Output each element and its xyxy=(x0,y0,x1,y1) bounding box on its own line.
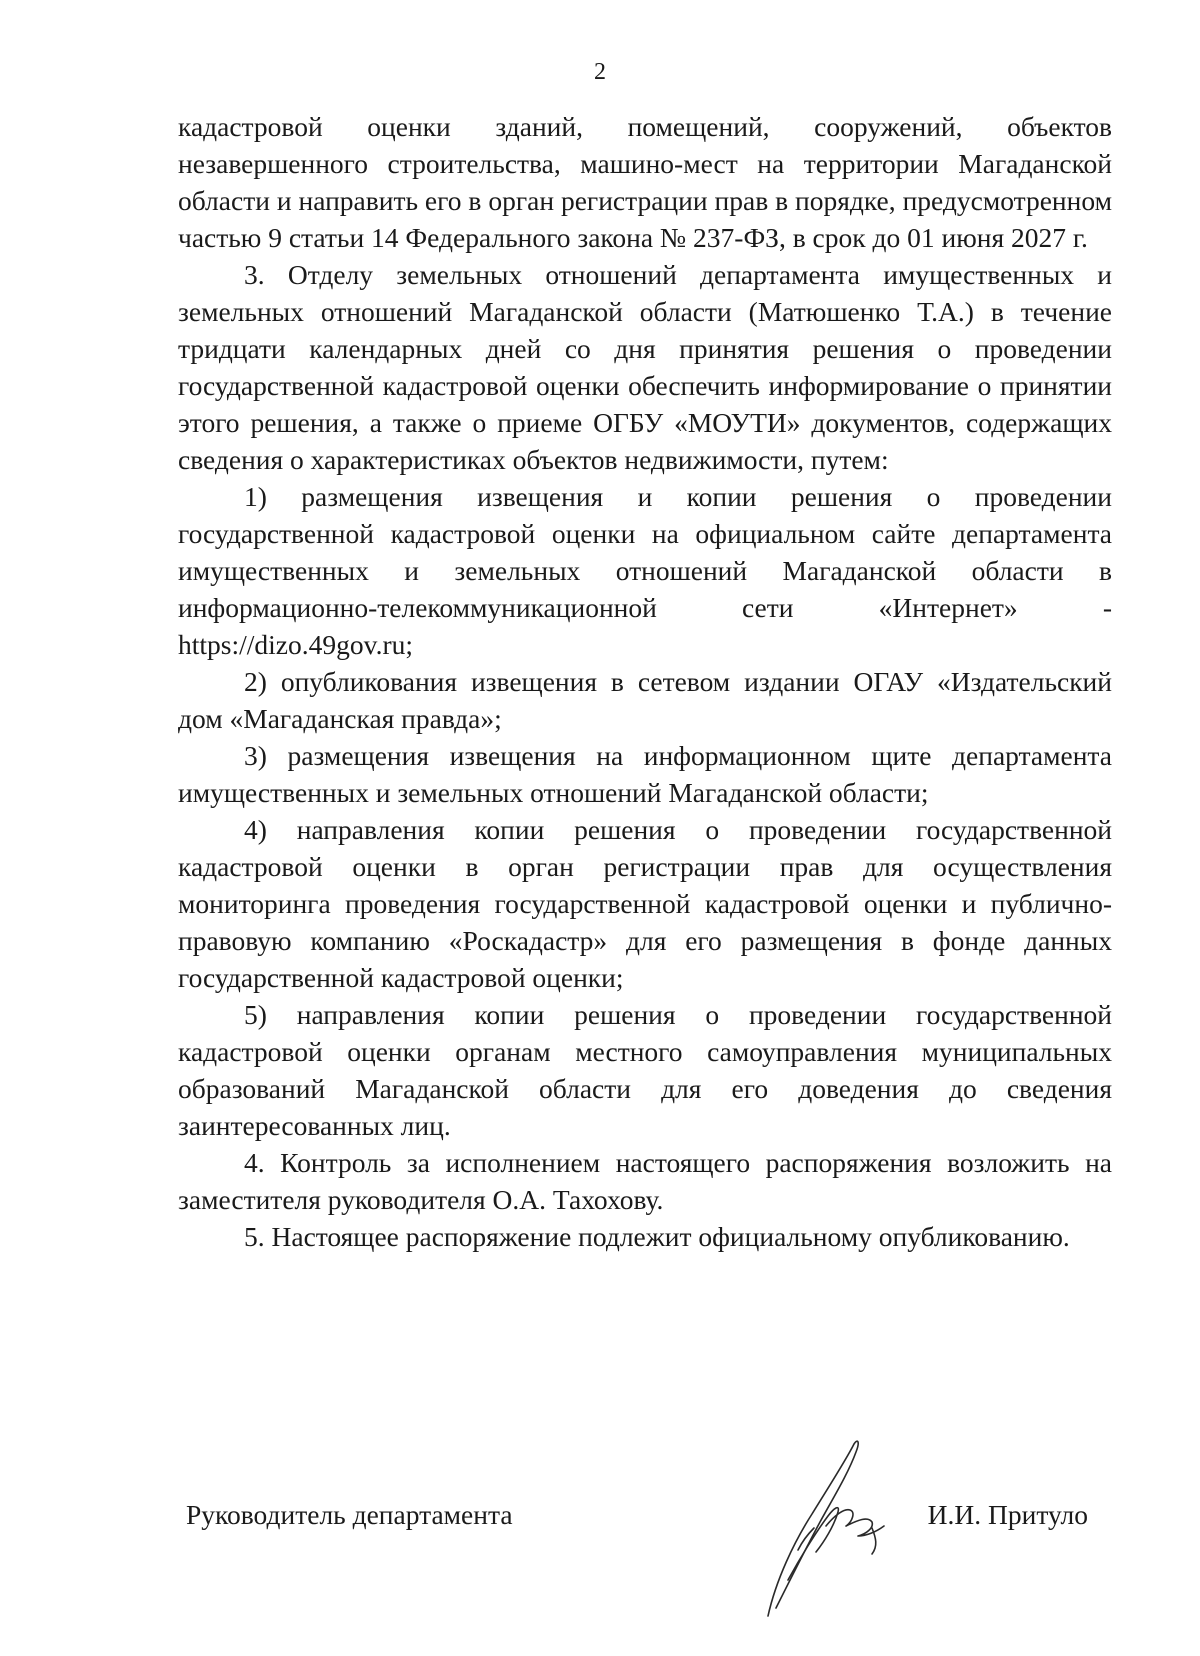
document-body xyxy=(178,108,1112,1255)
handwritten-signature xyxy=(754,1430,904,1630)
signatory-name: И.И. Притуло xyxy=(927,1499,1088,1530)
paragraph-item-3: 3. Отделу земельных отношений департамента имущественных и земельных отношений Магаданской области (Матюшенко Т.А.) в течение тридцати календарных дней со дня принятия решения о проведении государственной кадастровой оценки обеспечить информирование о принятии этого решения, а также о приеме ОГБУ «МОУТИ» документов, содержащих сведения о характеристиках объектов недвижимости, путем: xyxy=(178,259,1112,475)
paragraph-item-4: 4. Контроль за исполнением настоящего распоряжения возложить на заместителя руководителя О.А. Тахохову. xyxy=(178,1147,1112,1215)
paragraph-item-5: 5. Настоящее распоряжение подлежит официальному опубликованию. xyxy=(244,1221,1070,1252)
paragraph-subitem-4: 4) направления копии решения о проведении государственной кадастровой оценки в орган регистрации прав для осуществления мониторинга проведения государственной кадастровой оценки и публично-правовую компанию «Роскадастр» для его размещения в фонде данных государственной кадастровой оценки; xyxy=(178,814,1112,993)
paragraph-subitem-2: 2) опубликования извещения в сетевом издании ОГАУ «Издательский дом «Магаданская правда»; xyxy=(178,666,1112,734)
paragraph-subitem-5: 5) направления копии решения о проведении государственной кадастровой оценки органам местного самоуправления муниципальных образований Магаданской области для его доведения до сведения заинтересованных лиц. xyxy=(178,999,1112,1141)
paragraph-subitem-3: 3) размещения извещения на информационном щите департамента имущественных и земельных отношений Магаданской области; xyxy=(178,740,1112,808)
signatory-title: Руководитель департамента xyxy=(186,1499,513,1530)
page-number: 2 xyxy=(594,59,606,85)
paragraph-subitem-1: 1) размещения извещения и копии решения о проведении государственной кадастровой оценки на официальном сайте департамента имущественных и земельных отношений Магаданской области в информационно-телекоммуникационной сети «Интернет» - https://dizo.49gov.ru; xyxy=(178,481,1112,660)
paragraph-continuation: кадастровой оценки зданий, помещений, сооружений, объектов незавершенного строительства, машино-мест на территории Магаданской области и направить его в орган регистрации прав в порядке, предусмотренном частью 9 статьи 14 Федерального закона № 237-ФЗ, в срок до 01 июня 2027 г. xyxy=(178,111,1112,253)
signature-block xyxy=(178,1490,1112,1550)
